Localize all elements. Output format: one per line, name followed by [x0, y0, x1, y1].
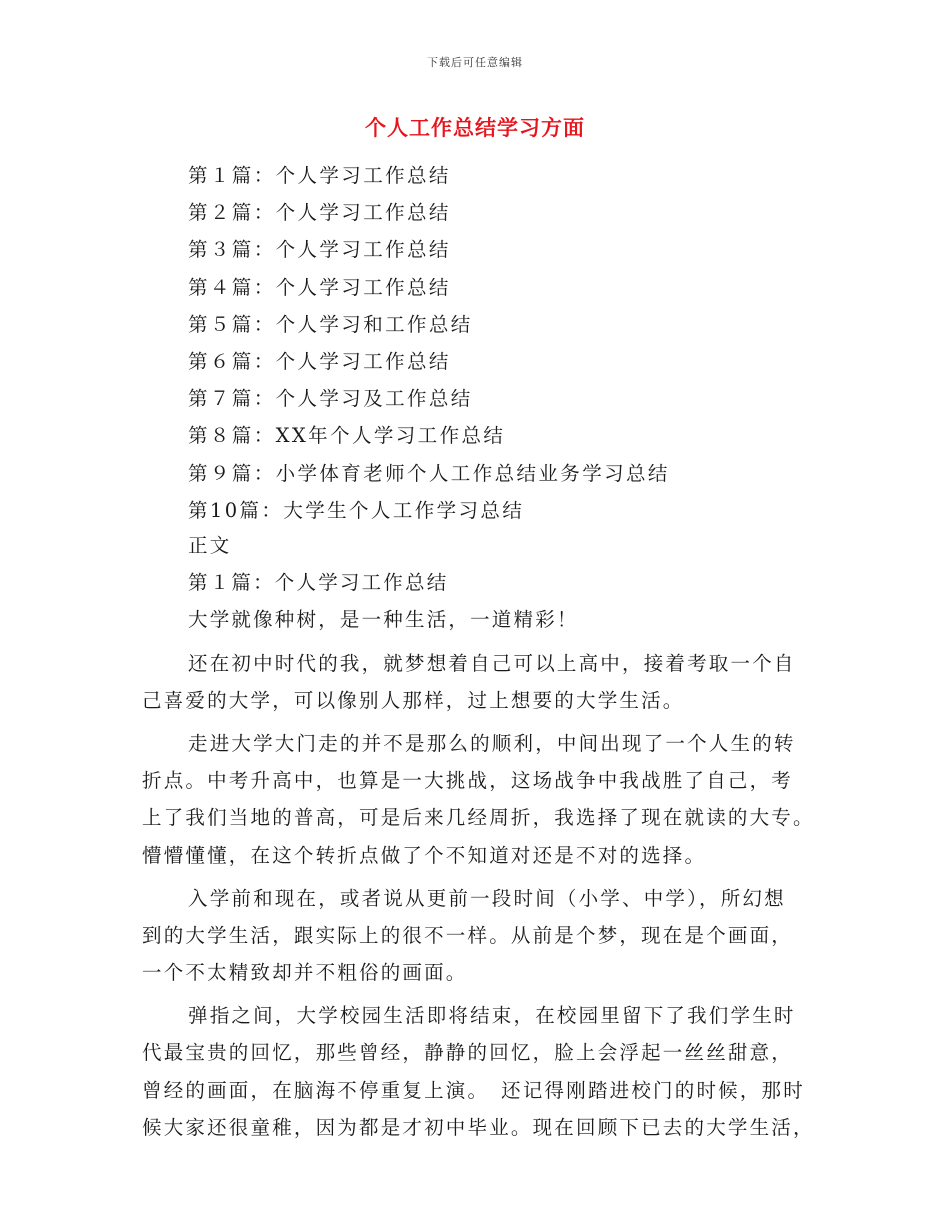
- document-body: [142, 527, 815, 1146]
- toc-item: 第６篇：个人学习工作总结: [188, 349, 451, 373]
- table-of-contents: [188, 157, 828, 529]
- paragraph-line: 候大家还很童稚，因为都是才初中毕业。现在回顾下已去的大学生活，: [142, 1115, 815, 1139]
- paragraph-line: 上了我们当地的普高，可是后来几经周折，我选择了现在就读的大专。: [142, 806, 815, 830]
- toc-item: 第４篇：个人学习工作总结: [188, 275, 451, 299]
- document-title: 个人工作总结学习方面: [365, 115, 585, 140]
- paragraph-3: [142, 880, 810, 992]
- chapter-heading: 第１篇：个人学习工作总结: [188, 571, 449, 595]
- toc-item: 第７篇：个人学习及工作总结: [188, 387, 473, 411]
- paragraph-line: 懵懵懂懂，在这个转折点做了个不知道对还是不对的选择。: [142, 843, 707, 867]
- toc-item: 第５篇：个人学习和工作总结: [188, 312, 473, 336]
- toc-item: 第８篇：XX年个人学习工作总结: [188, 424, 506, 448]
- paragraph-line: 走进大学大门走的并不是那么的顺利，中间出现了一个人生的转: [188, 731, 796, 755]
- header-note: 下载后可任意编辑: [427, 56, 523, 69]
- paragraph-line: 弹指之间，大学校园生活即将结束，在校园里留下了我们学生时: [188, 1004, 796, 1028]
- paragraph-line: 折点。中考升高中，也算是一大挑战，这场战争中我战胜了自己，考: [142, 769, 794, 793]
- paragraph-line: 代最宝贵的回忆，那些曾经，静静的回忆，脸上会浮起一丝丝甜意，: [142, 1041, 794, 1065]
- toc-item: 第３篇：个人学习工作总结: [188, 238, 451, 262]
- toc-item: 第10篇：大学生个人工作学习总结: [188, 498, 525, 522]
- paragraph-line: 入学前和现在，或者说从更前一段时间（小学、中学），所幻想: [188, 886, 786, 910]
- paragraph-line: 己喜爱的大学，可以像别人那样，过上想要的大学生活。: [142, 688, 685, 712]
- intro-line: 大学就像种树，是一种生活，一道精彩！: [188, 608, 579, 632]
- toc-item: 第２篇：个人学习工作总结: [188, 201, 451, 225]
- paragraph-2: [142, 725, 815, 874]
- paragraph-4: [142, 997, 815, 1146]
- paragraph-line: 到的大学生活，跟实际上的很不一样。从前是个梦，现在是个画面，: [142, 923, 794, 947]
- paragraph-line: 一个不太精致却并不粗俗的画面。: [142, 961, 468, 985]
- paragraph-1: [142, 645, 810, 719]
- toc-item: 第１篇：个人学习工作总结: [188, 164, 451, 187]
- paragraph-line: 还在初中时代的我，就梦想着自己可以上高中，接着考取一个自: [188, 651, 796, 675]
- section-label: 正文: [188, 534, 232, 557]
- paragraph-line: 曾经的画面，在脑海不停重复上演。 还记得刚踏进校门的时候，那时: [142, 1078, 805, 1102]
- toc-item: 第９篇：小学体育老师个人工作总结业务学习总结: [188, 461, 670, 485]
